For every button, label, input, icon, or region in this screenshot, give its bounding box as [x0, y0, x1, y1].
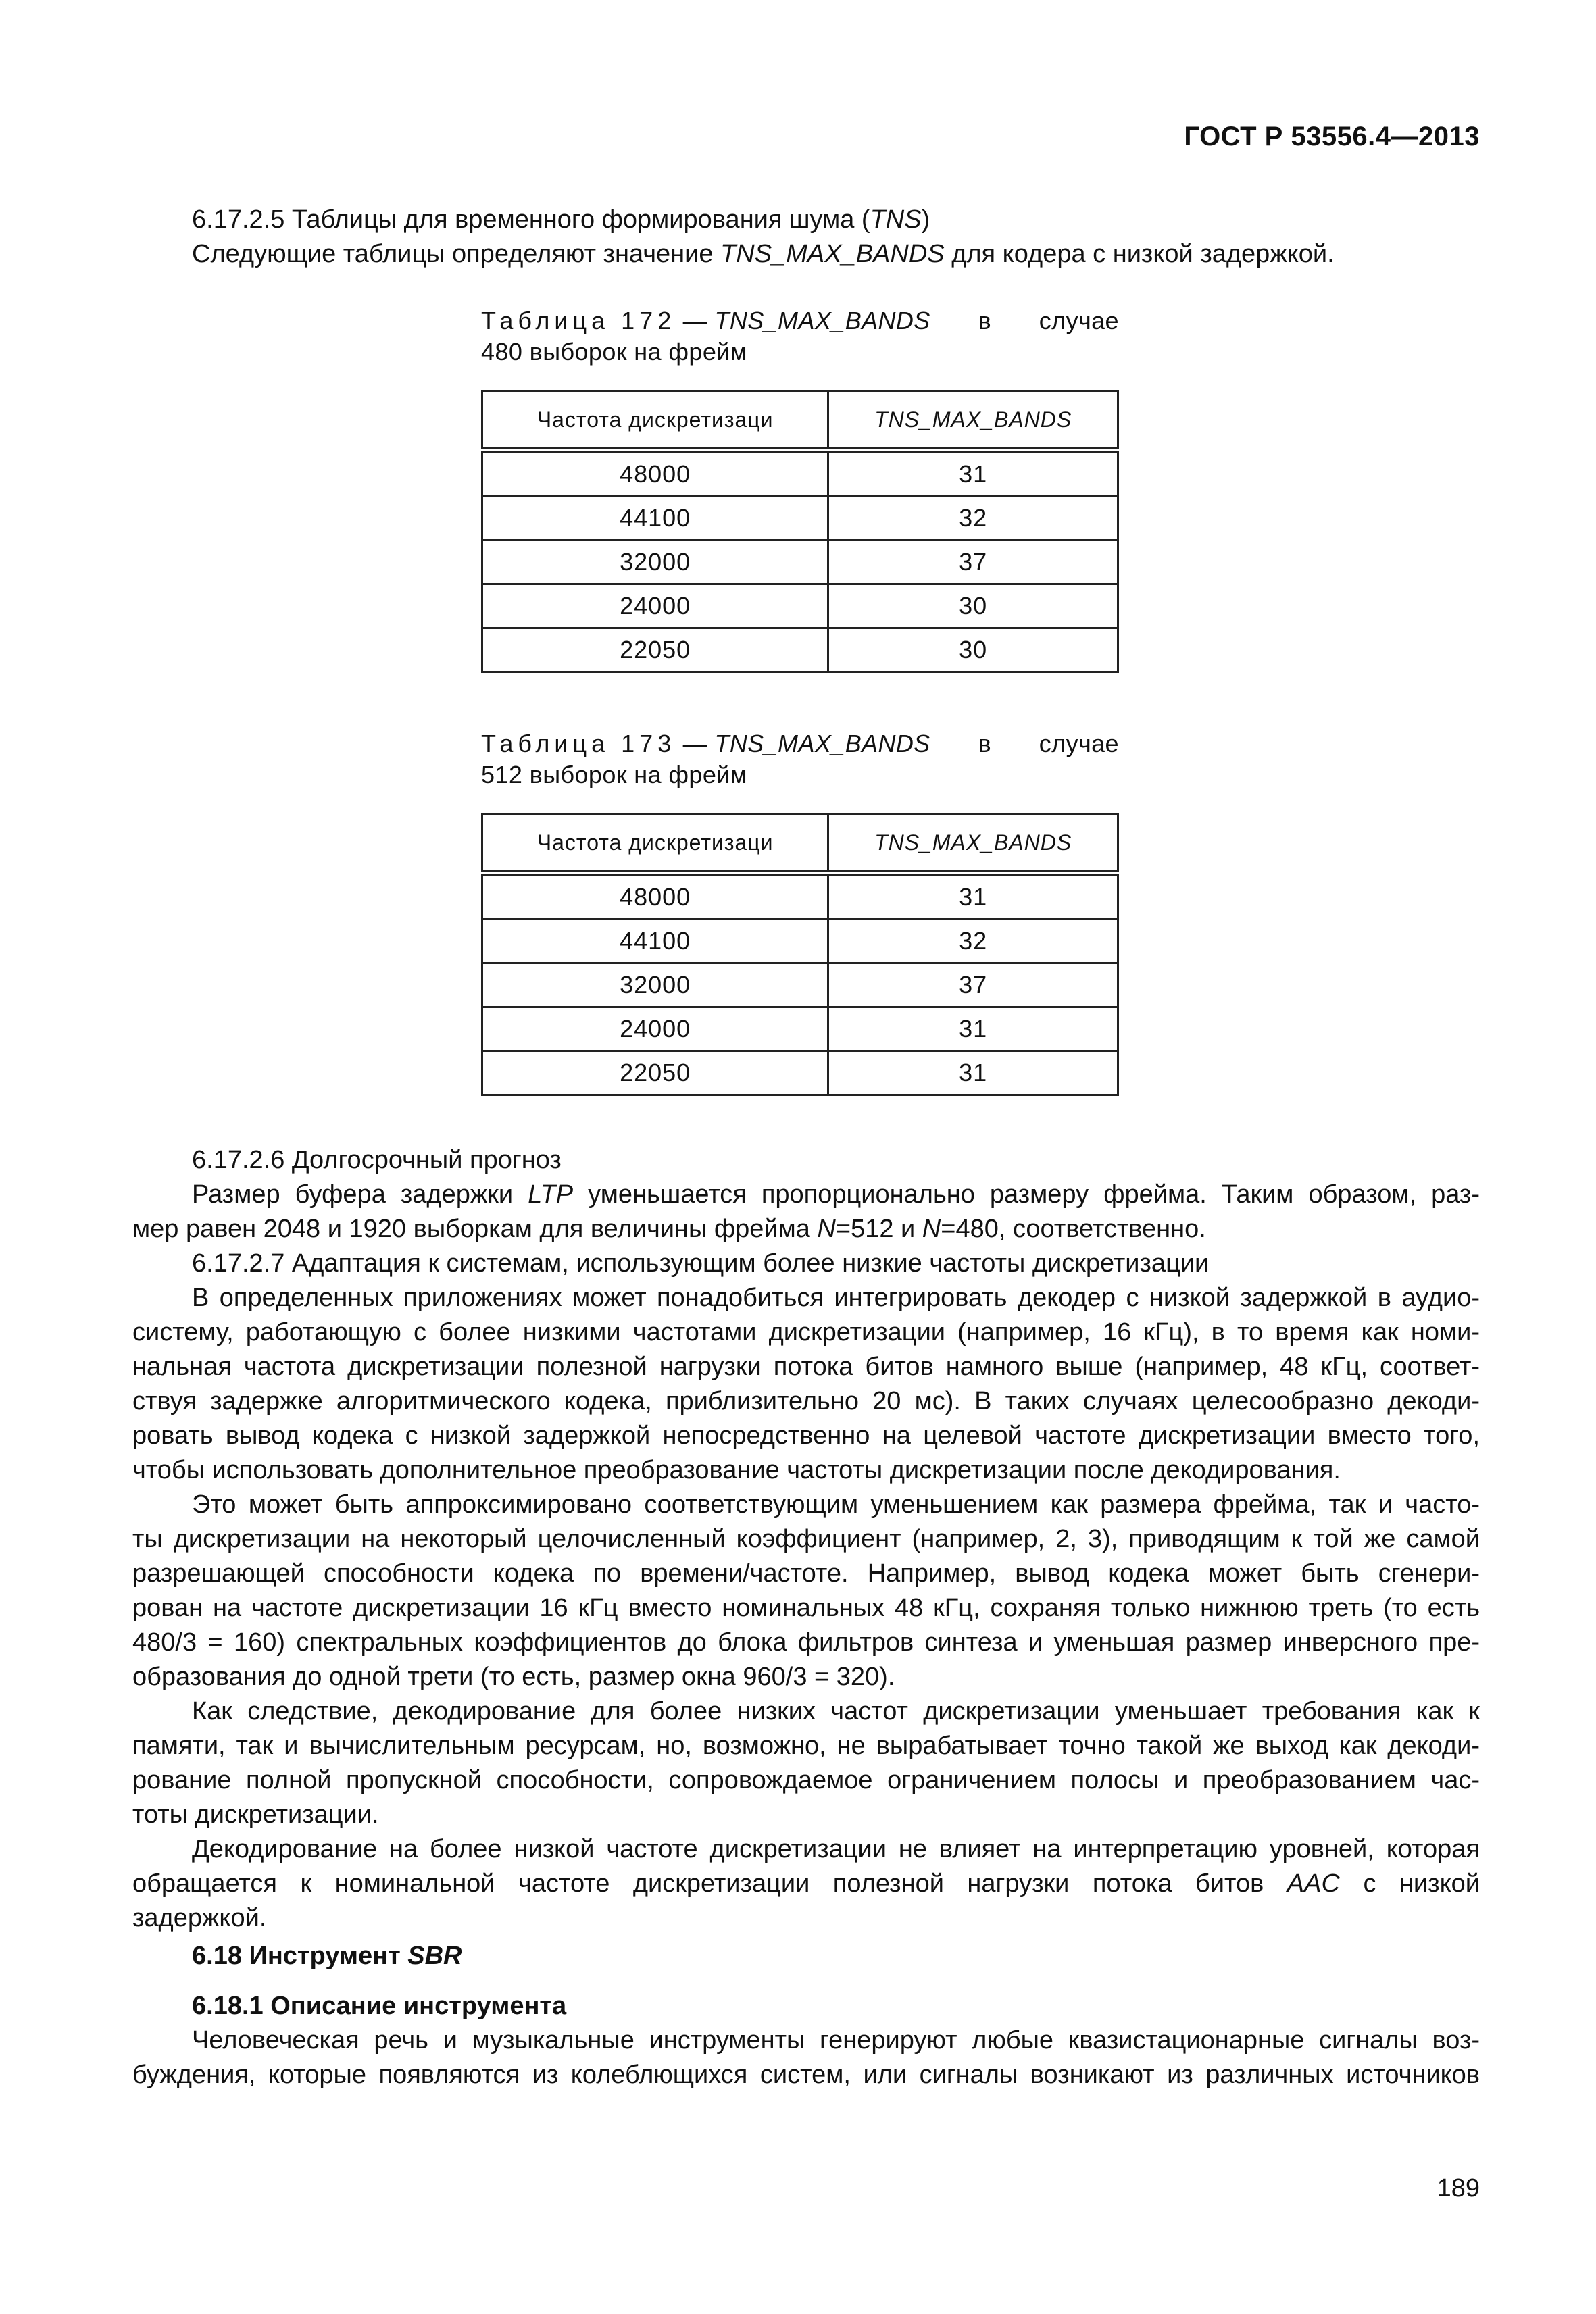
paragraph-line: 480/3 = 160) спектральных коэффициентов до блока фильтров синтеза и уменьшая размер инверсного пре- [132, 1628, 1480, 1657]
table-row: 22050 31 [482, 1051, 1118, 1095]
table-173 [481, 813, 1119, 1096]
section-6-18-1-title: 6.18.1 Описание инструмента [192, 1992, 567, 2020]
table-172-header-tns: TNS_MAX_BANDS [828, 391, 1118, 451]
paragraph-line: нальная частота дискретизации полезной нагрузки потока битов намного выше (например, 48 кГц, соответ- [132, 1353, 1480, 1381]
paragraph-line: систему, работающую с более низкими частотами дискретизации (например, 16 кГц), в то время как номи- [132, 1318, 1480, 1347]
paragraph-line: памяти, так и вычислительным ресурсам, но, возможно, не вырабатывает точно такой же выход как декоди- [132, 1732, 1480, 1760]
paragraph-line: Это может быть аппроксимировано соответствующим уменьшением как размера фрейма, так и часто- [192, 1490, 1480, 1519]
document-id-header: ГОСТ Р 53556.4—2013 [1184, 122, 1480, 151]
paragraph-line: ты дискретизации на некоторый целочисленный коэффициент (например, 2, 3), приводящим к той же самой [132, 1525, 1480, 1553]
paragraph-line: обращается к номинальной частоте дискретизации полезной нагрузки потока битов AAC с низкой [132, 1869, 1480, 1898]
section-6-18-title: 6.18 Инструмент SBR [192, 1942, 462, 1970]
table-row: 44100 32 [482, 497, 1118, 540]
table-row: 32000 37 [482, 963, 1118, 1007]
paragraph-line: образования до одной трети (то есть, размер окна 960/3 = 320). [132, 1663, 895, 1691]
table-173-header-tns: TNS_MAX_BANDS [828, 814, 1118, 874]
table-row: 24000 30 [482, 584, 1118, 628]
section-6-17-2-7-title: 6.17.2.7 Адаптация к системам, использующим более низкие частоты дискретизации [192, 1249, 1210, 1278]
paragraph-line: ствуя задержке алгоритмического кодека, приблизительно 20 мс). В таких случаях целесообразно декоди- [132, 1387, 1480, 1415]
table-row: 44100 32 [482, 920, 1118, 963]
table-row: 48000 31 [482, 451, 1118, 497]
paragraph-line: Как следствие, декодирование для более низких частот дискретизации уменьшает требования как к [192, 1697, 1480, 1726]
table-173-header-frequency: Частота дискретизаци [482, 814, 828, 874]
section-6-17-2-5-title: 6.17.2.5 Таблицы для временного формирования шума (TNS) [192, 205, 930, 234]
paragraph-line: Человеческая речь и музыкальные инструменты генерируют любые квазистационарные сигналы воз- [192, 2026, 1480, 2055]
paragraph-line: ровать вывод кодека с низкой задержкой непосредственно на целевой частоте дискретизации вместо того, [132, 1422, 1480, 1450]
page-number: 189 [1437, 2174, 1480, 2203]
paragraph-line: тоты дискретизации. [132, 1801, 379, 1829]
table-172-caption: Таблица 172 — TNS_MAX_BANDS в случае 480 выборок на фрейм [481, 307, 1119, 366]
paragraph-line: рование полной пропускной способности, сопровождаемое ограничением полосы и преобразованием час- [132, 1766, 1480, 1794]
ltp-paragraph-line-1: Размер буфера задержки LTP уменьшается пропорционально размеру фрейма. Таким образом, раз- [192, 1180, 1480, 1209]
paragraph-line: чтобы использовать дополнительное преобразование частоты дискретизации после декодирования. [132, 1456, 1341, 1484]
table-row: 24000 31 [482, 1007, 1118, 1051]
ltp-paragraph-line-2: мер равен 2048 и 1920 выборкам для величины фрейма N=512 и N=480, соответственно. [132, 1215, 1206, 1243]
paragraph-line: рован на частоте дискретизации 16 кГц вместо номинальных 48 кГц, сохраняя только нижнюю треть (то есть [132, 1594, 1480, 1622]
table-row: 22050 30 [482, 628, 1118, 672]
paragraph-line: разрешающей способности кодека по времени/частоте. Например, вывод кодека может быть сгенери- [132, 1559, 1480, 1588]
paragraph-line: Декодирование на более низкой частоте дискретизации не влияет на интерпретацию уровней, которая [192, 1835, 1480, 1863]
table-173-caption: Таблица 173 — TNS_MAX_BANDS в случае 512 выборок на фрейм [481, 730, 1119, 788]
table-172 [481, 390, 1119, 673]
paragraph-line: задержкой. [132, 1904, 267, 1932]
table-172-header-frequency: Частота дискретизаци [482, 391, 828, 451]
paragraph-line: В определенных приложениях может понадобиться интегрировать декодер с низкой задержкой в аудио- [192, 1284, 1480, 1312]
table-row: 48000 31 [482, 874, 1118, 920]
paragraph-line: буждения, которые появляются из колеблющихся систем, или сигналы возникают из различных источников [132, 2061, 1480, 2089]
section-6-17-2-6-title: 6.17.2.6 Долгосрочный прогноз [192, 1146, 562, 1174]
table-row: 32000 37 [482, 540, 1118, 584]
section-6-17-2-5-intro: Следующие таблицы определяют значение TNS_MAX_BANDS для кодера с низкой задержкой. [192, 240, 1335, 268]
